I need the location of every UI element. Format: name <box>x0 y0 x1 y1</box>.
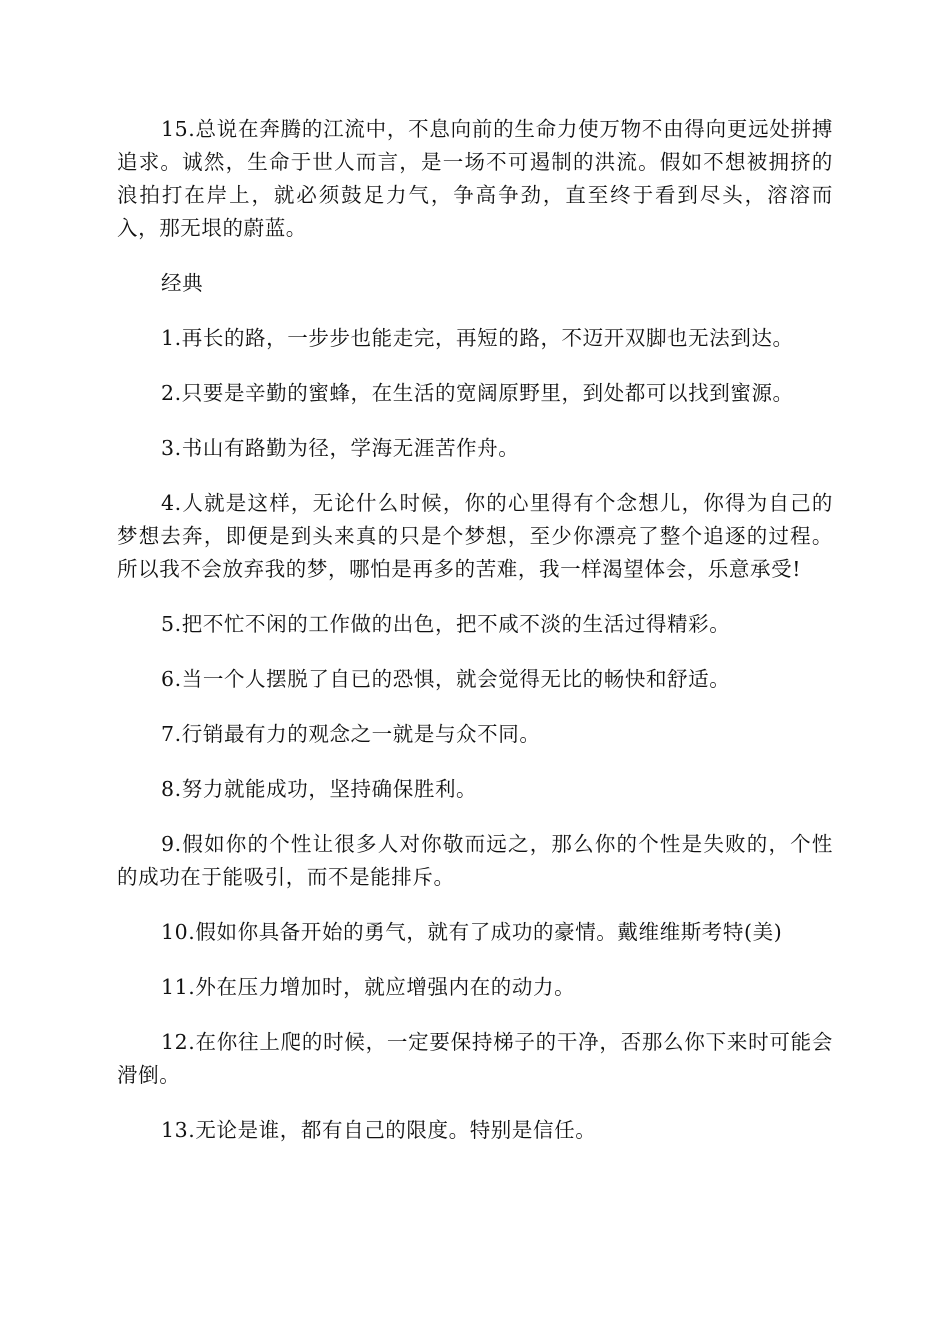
quote-5: 5.把不忙不闲的工作做的出色，把不咸不淡的生活过得精彩。 <box>161 612 731 636</box>
quote-1: 1.再长的路，一步步也能走完，再短的路，不迈开双脚也无法到达。 <box>161 326 794 350</box>
quote-13: 13.无论是谁，都有自己的限度。特别是信任。 <box>161 1118 597 1142</box>
quote-8: 8.努力就能成功，坚持确保胜利。 <box>161 777 478 801</box>
paragraph-15: 15.总说在奔腾的江流中，不息向前的生命力使万物不由得向更远处拼搏追求。诚然，生命于世人而言，是一场不可遏制的洪流。假如不想被拥挤的浪拍打在岸上，就必须鼓足力气，争高争劲，直至终于看到尽头，溶溶而入，那无垠的蔚蓝。 <box>117 117 833 240</box>
quote-12: 12.在你往上爬的时候，一定要保持梯子的干净，否那么你下来时可能会滑倒。 <box>117 1030 833 1087</box>
quote-6: 6.当一个人摆脱了自已的恐惧，就会觉得无比的畅快和舒适。 <box>161 667 731 691</box>
document-body <box>117 113 833 1169</box>
quote-9: 9.假如你的个性让很多人对你敬而远之，那么你的个性是失败的，个性的成功在于能吸引，而不是能排斥。 <box>117 832 833 889</box>
quote-7: 7.行销最有力的观念之一就是与众不同。 <box>161 722 541 746</box>
quote-11: 11.外在压力增加时，就应增强内在的动力。 <box>161 975 576 999</box>
quote-2: 2.只要是辛勤的蜜蜂，在生活的宽阔原野里，到处都可以找到蜜源。 <box>161 381 794 405</box>
quote-10: 10.假如你具备开始的勇气，就有了成功的豪情。戴维维斯考特(美) <box>161 920 783 944</box>
quote-4: 4.人就是这样，无论什么时候，你的心里得有个念想儿，你得为自己的梦想去奔，即便是到头来真的只是个梦想，至少你漂亮了整个追逐的过程。所以我不会放弃我的梦，哪怕是再多的苦难，我一样渴望体会，乐意承受! <box>117 491 833 581</box>
section-heading: 经典 <box>161 271 204 295</box>
quote-3: 3.书山有路勤为径，学海无涯苦作舟。 <box>161 436 520 460</box>
